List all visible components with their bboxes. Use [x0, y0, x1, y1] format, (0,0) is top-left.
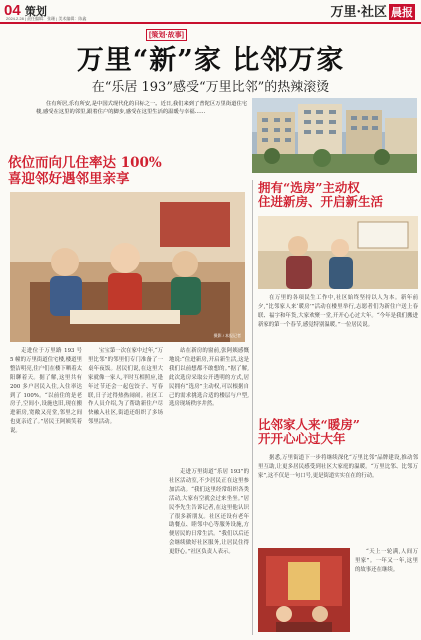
spring-festival-photo — [258, 548, 350, 632]
new-home-photo — [258, 216, 418, 289]
section-headline-2: 拥有“选房”主动权 住进新房、开启新生活 — [258, 180, 384, 210]
photo-building — [252, 98, 417, 173]
page-number: 04 策划 — [4, 2, 47, 19]
photo-new-home — [258, 216, 418, 289]
section-headline-3: 比邻家人来“暖房” 开开心心过大年 — [258, 417, 360, 447]
article-title: 万里“新”家 比邻万家 — [76, 45, 345, 76]
article-kicker: [策划·故事] — [146, 29, 187, 41]
body-column-5: 在万里的各项民生工作中,社区始终坚持以人为本。新年前夕,“比邻家人来‘暖房’”活动在楼里举行,志愿者们为新住户送上春联、福字和年货,大家欢聚一堂,开开心心过大年。“今年是我们搬进新家的第一个春节,感觉特别温暖。”一位居民说。 — [258, 295, 418, 328]
body-column-4: 走进万里街道“乐居 193”的社区活动室,不少居民正在这里参加活动。“我们这里经常组织各类活动,大家有空就会过来坐坐。”居民李先生告诉记者,在这里他认识了很多新朋友。社区还设有老年助餐点、睦邻中心等服务设施,方便居民的日常生活。“我们以后还会继续做好社区服务,让居民住得更舒心。”社区负责人表示。 — [169, 469, 249, 556]
page-meta: 2024.2.28 | 责任编辑：张珊 | 美术编辑：陈鑫 — [6, 16, 87, 21]
body-column-7: “天上一轮满,人间万里家”。一年又一年,这里的故事还在继续。 — [355, 549, 418, 573]
body-column-2: 宝宝第一次在家中过年,“万里比邻”的邻里们专门准备了一桌年夜饭。居民们说,在这里大家就像一家人,平时互相照应,逢年过节还会一起包饺子、写春联,日子过得热热闹闹。社区工作人员介绍,为了帮助新住户尽快融入社区,街道还组织了多场邻里活动。 — [88, 348, 163, 426]
photo-spring-festival — [258, 548, 350, 632]
residents-photo — [10, 192, 245, 342]
photo-credit: 摄影 / 本报记者 — [213, 333, 241, 338]
body-column-6: 据悉,万里街道下一步将继续深化“万里比邻”品牌建设,推动邻里互助,让更多居民感受到社区大家庭的温暖。“万里比邻、比邻万家”,这不仅是一句口号,更是街道实实在在的行动。 — [258, 455, 418, 479]
article-lead: 住有所居,乐有所安,是中国式现代化的目标之一。近日,我们来到了普陀区万里街道住宅楼,感受在这里的邻里,跟着住户的脚步,感受在这里生活的温暖与幸福…… — [36, 101, 248, 115]
column-divider — [252, 180, 253, 635]
body-column-3: 站在新房的窗前,张阿姨感慨地说:“住进新房,开启新生活,这是我们以前想都不敢想的。”据了解,此次选房采取公开透明的方式,居民拥有“选房”主动权,可以根据自己的需求挑选合适的楼层与户型,选房现场秩序井然。 — [169, 348, 249, 408]
photo-residents — [10, 192, 245, 342]
building-photo — [252, 98, 417, 173]
page-header-right: 万里·社区 晨报 — [330, 5, 413, 20]
page-header — [0, 0, 421, 24]
article-subtitle: 在“乐居 193”感受“万里比邻”的热辣滚烫 — [91, 80, 330, 95]
body-column-1: 走进位于万里路 193 号 5 幢的万里街道住宅楼,楼道里整洁明亮,住户们在楼下晒着太阳聊着天。据了解,这里共有 200 多户居民入住,入住率达到了 100%。“以前住的是老房子,空间小,设施也旧,现在搬进新房,宽敞又亮堂,邻里之间也更亲近了。”居民王阿姨笑着说。 — [10, 348, 82, 435]
section-headline-1: 依位而向几住率达 100% 喜迎邻好遇邻里亲享 — [8, 155, 162, 187]
newspaper-logo: 晨报 — [391, 6, 413, 19]
